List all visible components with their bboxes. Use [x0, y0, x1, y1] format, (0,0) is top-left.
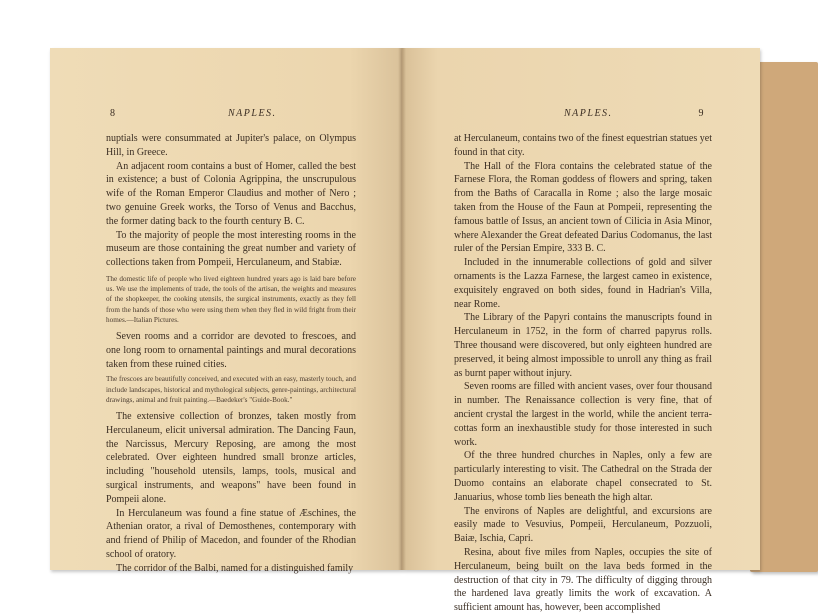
- paragraph: at Herculaneum, contains two of the finest equestrian statues yet found in that city.: [454, 133, 712, 158]
- paragraph: In Herculaneum was found a fine statue of Æschines, the Athenian orator, a rival of Demosthenes, contemporary with and friend of Philip of Macedon, and founder of the Rhodian school of oratory.: [106, 507, 356, 560]
- right-page: [402, 48, 760, 614]
- open-book: [50, 48, 765, 614]
- right-running-title: NAPLES.: [564, 108, 613, 119]
- paragraph: Seven rooms and a corridor are devoted to frescoes, and one long room to ornamental paintings and mural decorations taken from these ruined cities.: [106, 330, 356, 370]
- back-cover-edge: [750, 62, 818, 572]
- paragraph: To the majority of people the most interesting rooms in the museum are those containing the great number and variety of collections taken from Pompeii, Herculaneum, and Stabiæ.: [106, 229, 356, 269]
- left-running-title: NAPLES.: [228, 108, 277, 119]
- left-page: [50, 48, 402, 574]
- block-quote: The frescoes are beautifully conceived, and executed with an easy, masterly touch, and include landscapes, historical and mythological subjects, genre-paintings, architectural drawings, animal and fruit painting.—Baedeker's "Guide-Book.": [106, 375, 356, 404]
- paragraph: Resina, about five miles from Naples, occupies the site of Herculaneum, being built on the lava beds formed in the destruction of that city in 79. The difficulty of digging through the hardened lava greatly limits the work of excavation. A sufficient amount has, however, been accomplished: [454, 546, 712, 614]
- paragraph: The extensive collection of bronzes, taken mostly from Herculaneum, elicit universal admiration. The Dancing Faun, the Narcissus, Mercury Reposing, are among the most celebrated. Over eighteen hundred small bronze articles, including "household utensils, lamps, tools, musical and surgical instruments, and weapons" have been found in Pompeii alone.: [106, 410, 356, 505]
- right-body-text: [454, 132, 712, 615]
- paragraph: Included in the innumerable collections of gold and silver ornaments is the Lazza Farnese, the largest cameo in existence, exquisitely engraved on both sides, found in Hadrian's Villa, near Rome.: [454, 257, 712, 310]
- left-page-number: 8: [110, 108, 116, 119]
- paragraph: The corridor of the Balbi, named for a distinguished family: [116, 562, 354, 574]
- paragraph: The environs of Naples are delightful, and excursions are easily made to Vesuvius, Pompeii, Herculaneum, Pozzuoli, Baiæ, Ischia, Capri.: [454, 505, 712, 545]
- right-page-number: 9: [698, 108, 704, 119]
- book-gutter: [398, 48, 406, 570]
- paragraph: The Library of the Papyri contains the manuscripts found in Herculaneum in 1752, in the form of charred papyrus rolls. Three thousand were discovered, but only eighteen hundred are preserved, it being almost impossible to unroll any thing as frail as burnt paper without injury.: [454, 312, 712, 379]
- left-body-text: [106, 132, 356, 576]
- paragraph: An adjacent room contains a bust of Homer, called the best in existence; a bust of Colonia Agrippina, the unscrupulous wife of the Roman Emperor Claudius and mother of Nero ; two genuine Greek works, the Torso of Venus and Bacchus, the former dating back to the fourth century B. C.: [106, 160, 356, 227]
- paragraph: nuptials were consummated at Jupiter's palace, on Olympus Hill, in Greece.: [106, 133, 356, 158]
- paragraph: Seven rooms are filled with ancient vases, over four thousand in number. The Renaissance collection is very fine, that of ancient crystal the largest in the world, while the ancient terra-cottas form an inexhaustible study for those interested in such work.: [454, 381, 712, 448]
- block-quote: The domestic life of people who lived eighteen hundred years ago is laid bare before us. We use the implements of trade, the tools of the artisan, the weights and measures of the shopkeeper, the cooking utensils, the surgical instruments, exactly as they fell from the hands of those who were using them when they fled in wild fright from their homes.—Italian Pictures.: [106, 274, 356, 324]
- paragraph: Of the three hundred churches in Naples, only a few are particularly interesting to visit. The Cathedral on the Strada der Duomo contains an elaborate chapel consecrated to St. Januarius, whose tomb lies beneath the high altar.: [454, 450, 712, 503]
- paragraph: The Hall of the Flora contains the celebrated statue of the Farnese Flora, the Roman goddess of flowers and spring, taken from the Baths of Caracalla in Rome ; also the large mosaic taken from the House of the Faun at Pompeii, representing the famous battle of Issus, an ancient town of Cilicia in Asia Minor, where Alexander the Great defeated Darius Codomanus, the last ruler of the Persian Empire, 333 B. C.: [454, 160, 712, 255]
